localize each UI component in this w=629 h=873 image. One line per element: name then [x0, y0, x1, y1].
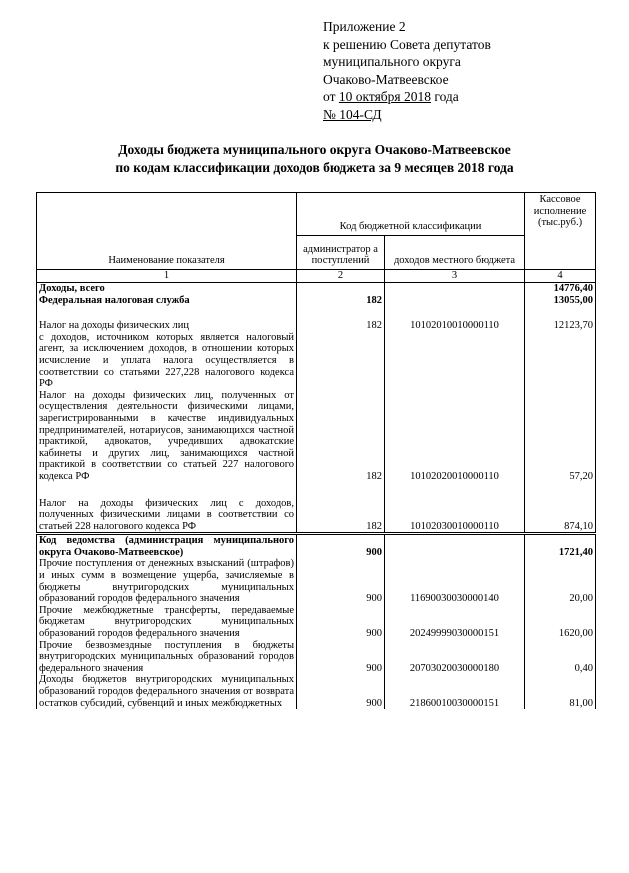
header-cash: Кассовое исполнение (тыс.руб.)	[525, 193, 596, 270]
row-admin: 900	[297, 605, 385, 640]
row-code: 21860010030000151	[385, 674, 525, 709]
table-row	[37, 605, 596, 640]
appendix-block	[323, 18, 491, 123]
dept-label: Код ведомства (администрация муниципального округа Очаково-Матвеевское)	[37, 534, 297, 559]
row-value: 0,40	[525, 640, 596, 675]
income-table	[36, 192, 596, 709]
row-admin: 900	[297, 640, 385, 675]
row-desc: Прочие поступления от денежных взысканий (штрафов) и иных сумм в возмещение ущерба, зачисляемые в бюджеты внутригородских муниципальных образований городов федерального значения	[37, 558, 297, 604]
header-code: Код бюджетной классификации	[297, 193, 525, 236]
fns-value: 13055,00	[525, 295, 596, 307]
title-line: по кодам классификации доходов бюджета за 9 месяцев 2018 года	[115, 160, 514, 175]
header-name: Наименование показателя	[37, 193, 297, 270]
header-local: доходов местного бюджета	[385, 236, 525, 270]
table-row	[37, 390, 596, 483]
title-line: Доходы бюджета муниципального округа Очаково-Матвеевское	[118, 142, 511, 157]
colnum: 2	[297, 270, 385, 283]
appendix-line: Очаково-Матвеевское	[323, 71, 449, 87]
row-admin: 900	[297, 558, 385, 604]
row-code: 20249999030000151	[385, 605, 525, 640]
row-admin: 182	[297, 483, 385, 534]
appendix-line: Приложение 2	[323, 19, 406, 34]
appendix-date: 10 октября 2018	[338, 89, 431, 104]
row-code: 10102010010000110	[385, 306, 525, 390]
row-code: 10102030010000110	[385, 483, 525, 534]
row-desc: Прочие межбюджетные трансферты, передаваемые бюджетам внутригородских муниципальных образований городов федерального значения	[37, 605, 297, 640]
appendix-date-prefix: от	[323, 89, 339, 104]
table-row	[37, 483, 596, 534]
appendix-date-suffix: года	[431, 89, 459, 104]
row-value: 81,00	[525, 674, 596, 709]
table-row-fns	[37, 295, 596, 307]
row-code: 20703020030000180	[385, 640, 525, 675]
row-value: 12123,70	[525, 306, 596, 390]
row-admin: 182	[297, 306, 385, 390]
table-colnum-row	[37, 270, 596, 283]
row-desc: Налог на доходы физических лиц, полученных от осуществления деятельности физическими лицами, зарегистрированными в качестве индивидуальных предпринимателей, нотариусов, занимающихся частной практикой, адвокатов, учредивших адвокатские кабинеты и других лиц, занимающихся частной практикой в соответствии со статьей 227 налогового кодекса РФ	[37, 390, 297, 483]
table-row	[37, 558, 596, 604]
appendix-date-line	[323, 88, 491, 106]
row-admin: 182	[297, 390, 385, 483]
fns-admin: 182	[297, 295, 385, 307]
dept-admin: 900	[297, 534, 385, 559]
table-row-total	[37, 283, 596, 295]
table-row	[37, 674, 596, 709]
row-code: 10102020010000110	[385, 390, 525, 483]
document-title	[0, 141, 629, 177]
fns-label: Федеральная налоговая служба	[37, 295, 297, 307]
total-label: Доходы, всего	[37, 283, 297, 295]
row-admin: 900	[297, 674, 385, 709]
row-desc	[37, 306, 297, 390]
row-desc: Доходы бюджетов внутригородских муниципальных образований городов федерального значения от возврата остатков субсидий, субвенций и иных межбюджетных	[37, 674, 297, 709]
row-code: 11690030030000140	[385, 558, 525, 604]
colnum: 1	[37, 270, 297, 283]
table-row	[37, 640, 596, 675]
row-value: 20,00	[525, 558, 596, 604]
row-text: с доходов, источником которых является налоговый агент, за исключением доходов, в отношении которых исчисление и уплата налога осуществляется в соответствии со статьями 227,228 налогового кодекса РФ	[39, 331, 294, 390]
table-header-row	[37, 193, 596, 236]
appendix-line: к решению Совета депутатов	[323, 36, 491, 52]
total-value: 14776,40	[525, 283, 596, 295]
colnum: 4	[525, 270, 596, 283]
table-row	[37, 306, 596, 390]
row-desc: Прочие безвозмездные поступления в бюджеты внутригородских муниципальных образований городов федерального значения	[37, 640, 297, 675]
header-admin: администратор а поступлений	[297, 236, 385, 270]
row-desc: Налог на доходы физических лиц с доходов, полученных физическими лицами в соответствии со статьей 228 налогового кодекса РФ	[37, 483, 297, 534]
row-title: Налог на доходы физических лиц	[39, 320, 189, 332]
dept-value: 1721,40	[525, 534, 596, 559]
colnum: 3	[385, 270, 525, 283]
appendix-line: муниципального округа	[323, 54, 461, 69]
table-row-dept	[37, 534, 596, 559]
row-value: 57,20	[525, 390, 596, 483]
row-value: 1620,00	[525, 605, 596, 640]
row-value: 874,10	[525, 483, 596, 534]
appendix-number: № 104-СД	[323, 106, 382, 122]
